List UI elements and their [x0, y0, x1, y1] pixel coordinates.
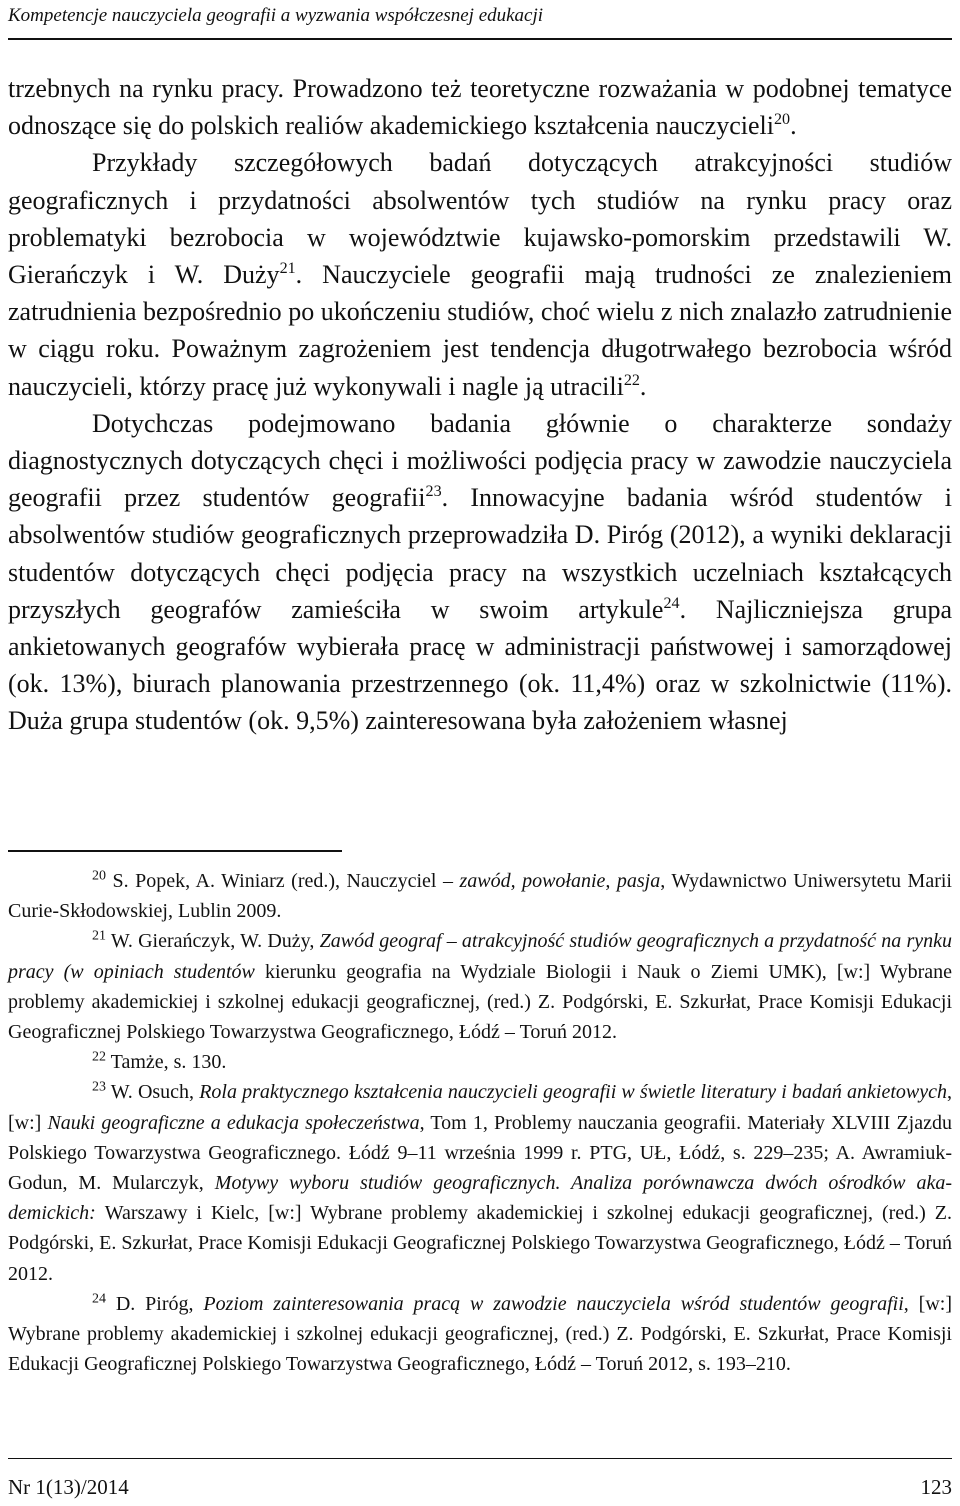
- footnote-20: $^{20}$ S. Popek, A. Winiarz (red.), Nauczyciel – zawód, powołanie, pasja, Wydawnictwo Uniwersytetu Marii Curie-Skłodowskiej, Lublin 2009.: [8, 868, 952, 923]
- footnote-ref-22[interactable]: 22: [623, 371, 640, 389]
- footnotes: [8, 866, 952, 1379]
- footer-rule: [8, 1458, 952, 1459]
- footnote-ref-24[interactable]: 24: [663, 594, 680, 612]
- footnote-ref-23[interactable]: 23: [425, 483, 442, 501]
- footnote-21: $^{21}$ W. Gierańczyk, W. Duży, Zawód geograf – atrakcyjność studiów geograficznych a przydatność na rynku pracy (w opiniach studentów kierunku geografia na Wydziale Biologii i Nauk o Ziemi UMK), [w:] Wybrane problemy akademickiej i szkolnej edukacji geograficznej, (red.) Z. Podgórski, E. Szkurłat, Prace Komisji Edukacji Geograficznej Polskiego Towarzystwa Geograficznego, Łódź – Toruń 2012.: [8, 928, 953, 1044]
- footnote-23: $^{23}$ W. Osuch, Rola praktycznego kształcenia nauczycieli geografii w świetle literatury i badań ankietowych, [w:] Nauki geograficzne a edukacja społeczeństwa, Tom 1, Problemy nauczania geografii. Materiały XLVIII Zjazdu Polskiego Towarzystwa Geograficznego. Łódź 9–11 września 1999 r. PTG, UŁ, Łódź, s. 229–235; A. Awramiuk-Godun, M. Mularczyk, Motywy wyboru studiów geograficznych. Analiza porównawcza dwóch ośrodków akademickich: Warszawy i Kielc, [w:] Wybrane problemy akademickiej i szkolnej edukacji geograficznej, (red.) Z. Podgórski, E. Szkurłat, Prace Komisji Edukacji Geograficznej Polskiego Towarzystwa Geograficznego, Łódź – Toruń 2012.: [8, 1079, 952, 1285]
- footnote-24: $^{24}$ D. Piróg, Poziom zainteresowania pracą w zawodzie nauczyciela wśród studentów geografii, [w:] Wybrane problemy akademickiej i szkolnej edukacji geograficznej, (red.) Z. Podgórski, E. Szkurłat, Prace Komisji Edukacji Geograficznej Polskiego Towarzystwa Geograficznego, Łódź – Toruń 2012, s. 193–210.: [8, 1291, 952, 1376]
- page-number: 123: [920, 1475, 952, 1499]
- paragraph-1: trzebnych na rynku pracy. Prowadzono też teoretyczne rozważania w podobnej tematyce odnoszące się do polskich realiów akademickiego kształcenia nauczycieli$^{20}$.: [8, 74, 952, 141]
- issue-number: Nr 1(13)/2014: [8, 1475, 129, 1499]
- header-rule: [8, 38, 952, 40]
- footnote-separator: [8, 850, 342, 852]
- footnote-ref-21[interactable]: 21: [279, 260, 296, 278]
- running-header: Kompetencje nauczyciela geografii a wyzwania współczesnej edukacji: [8, 5, 544, 26]
- footnote-ref-20[interactable]: 20: [773, 111, 791, 129]
- paragraph-2: Przykłady szczegółowych badań dotyczących atrakcyjności studiów geograficznych i przydatności absolwentów tych studiów na rynku pracy oraz problematyki bezrobocia w województwie kujawsko-pomorskim przedstawili W. Gierańczyk i W. Duży$^{21}$. Nauczyciele geografii mają trudności ze znalezieniem zatrudnienia bezpośrednio po ukończeniu studiów, choć wielu z nich znalazło zatrudnienie w ciągu roku. Poważnym zagrożeniem jest tendencja długotrwałego bezrobocia wśród nauczycieli, którzy pracę już wykonywali i nagle ją utracili$^{22}$.: [8, 148, 952, 401]
- footnote-22: $^{22}$ Tamże, s. 130.: [92, 1049, 227, 1074]
- main-text: [8, 70, 952, 740]
- paragraph-3: Dotychczas podejmowano badania głównie o charakterze sondaży diagnostycznych dotyczących chęci i możliwości podjęcia pracy w zawodzie nauczyciela geografii przez studentów geografii$^{23}$. Innowacyjne badania wśród studentów i absolwentów studiów geograficznych przeprowadziła D. Piróg (2012), a wyniki deklaracji studentów dotyczących chęci podjęcia pracy na wszystkich uczelniach kształcących przyszłych geografów zamieściła w swoim artykule$^{24}$. Najliczniejsza grupa ankietowanych geografów wybierała pracę w administracji państwowej i samorządowej (ok. 13%), biurach planowania przestrzennego (ok. 11,4%) oraz w szkolnictwie (11%). Duża grupa studentów (ok. 9,5%) zainteresowana była założeniem własnej: [8, 408, 953, 736]
